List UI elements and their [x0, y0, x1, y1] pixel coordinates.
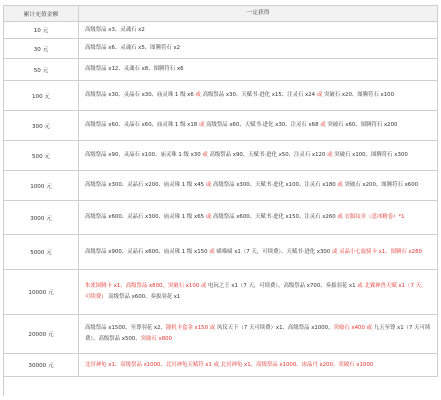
reward-text: 电玩之王 x1（7 天，可续费）、高级祭品 x700、奏拔羽花 x1	[206, 283, 358, 290]
recharge-amount: 30 元	[4, 39, 79, 58]
recharge-amount: 500 元	[4, 141, 79, 170]
reward-text: 高级祭品 x90、灵晶石 x100、庙灵珠 1 级 x30	[85, 152, 203, 159]
reward-text: 高级祭品 x3、灵魂石 x2	[85, 26, 145, 33]
reward-text: 随机卡盒金 x150	[165, 325, 210, 332]
or-separator: 或	[316, 92, 323, 99]
reward-list	[79, 315, 438, 353]
table-row	[4, 201, 438, 235]
reward-text: 北冥神龟 x1、高级祭品 x1000、北冥神龟天赋符 x1	[85, 361, 214, 368]
or-separator: 或	[205, 214, 212, 221]
recharge-amount: 3000 元	[4, 201, 79, 234]
recharge-amount: 10000 元	[4, 270, 79, 314]
recharge-amount: 5000 元	[4, 235, 79, 269]
or-separator: 或	[209, 248, 215, 255]
table-row	[4, 39, 438, 59]
reward-text: 高级祭品 x900、灵晶石 x600、庙灵珠 1 级 x150	[85, 248, 210, 255]
or-separator: 或	[202, 152, 208, 159]
reward-list	[79, 22, 438, 38]
recharge-amount: 50 元	[4, 59, 79, 80]
table-row	[4, 171, 438, 201]
reward-text: 高级祭品 x90、天赋书·进化 x50、注灵石 x120	[207, 152, 328, 159]
reward-text: 高级祭品 x600、奏拔羽花 x1	[106, 294, 181, 300]
or-separator: 或	[195, 92, 201, 99]
reward-text: 高级祭品 x6、灵魂石 x5、图腾符石 x2	[85, 45, 181, 52]
recharge-amount: 100 元	[4, 81, 79, 110]
or-separator: 或	[337, 214, 343, 221]
reward-text: 高级祭品 x30、灵晶石 x30、庙灵珠 1 级 x6	[85, 92, 196, 99]
reward-text: 高级祭品 x1500、至尊羽花 x2、	[85, 325, 166, 332]
or-separator: 或	[209, 325, 216, 332]
reward-text: 高级祭品 x300、天赋书·进化 x100、注灵石 x180	[211, 182, 338, 189]
header-amount: 累计充值金额	[4, 6, 79, 21]
reward-text: 高级祭品 x12、灵魂石 x8、图腾符石 x6	[85, 66, 184, 73]
table-header	[4, 6, 438, 22]
or-separator: 或	[200, 283, 207, 290]
table-row	[4, 22, 438, 39]
reward-text: 突破石 x20、图腾符石 x100	[322, 92, 395, 99]
recharge-amount: 20000 元	[4, 315, 79, 353]
table-row	[4, 111, 438, 141]
header-rewards: 一定获得	[79, 6, 438, 21]
table-row	[4, 235, 438, 270]
or-separator: 或	[337, 182, 343, 189]
or-separator: 或	[198, 122, 205, 129]
recharge-amount: 1000 元	[4, 171, 79, 200]
reward-text: 高级祭品 x60、天赋书·进化 x30、注灵石 x68	[204, 122, 321, 129]
reward-list	[79, 111, 438, 140]
reward-list	[79, 141, 438, 170]
reward-text: 突破石 x60、图腾符石 x200	[325, 122, 398, 129]
recharge-amount: 30000 元	[4, 354, 79, 376]
table-row	[4, 59, 438, 81]
reward-list	[79, 81, 438, 110]
reward-text: 突破石 x800	[140, 336, 172, 342]
reward-text: 北冥神龟 x1、高级祭品 x1000、冰晶丹 x200、突破石 x1000	[219, 361, 374, 368]
or-separator: 或	[332, 248, 338, 255]
or-separator: 或	[205, 182, 212, 189]
recharge-amount: 300 元	[4, 111, 79, 140]
reward-text: 高级祭品 x60、灵晶石 x60、庙灵珠 1 级 x18	[85, 122, 199, 129]
table-row	[4, 315, 438, 354]
reward-list	[79, 59, 438, 80]
reward-text: 喵喵喵 x1（7 天，可续费）、天赋书·进化 x300	[214, 248, 333, 255]
table-row	[4, 270, 438, 315]
reward-text: 突破石 x100、图腾符石 x300	[332, 152, 408, 159]
or-separator: 或	[357, 283, 363, 290]
table-row	[4, 81, 438, 111]
reward-list	[79, 354, 438, 376]
reward-table	[3, 5, 438, 396]
reward-list	[79, 235, 438, 269]
reward-list	[79, 201, 438, 234]
reward-text: 风仪天下（7 天可续费）x1、高级祭品 x1000、	[215, 325, 334, 332]
or-separator: 或	[327, 152, 333, 159]
reward-list	[79, 171, 438, 200]
reward-text: 突破石 x200、图腾符石 x600	[342, 182, 419, 189]
reward-text: 高级祭品 x600、天赋书·进化 x150、注灵石 x260	[211, 214, 338, 221]
reward-list	[79, 270, 438, 314]
table-row	[4, 354, 438, 377]
reward-text: 高级祭品 x600、灵晶石 x300、庙灵珠 1 级 x65	[85, 214, 206, 221]
recharge-amount: 10 元	[4, 22, 79, 38]
or-separator: 或	[213, 361, 220, 368]
table-row	[4, 141, 438, 171]
reward-text: 高级祭品 x300、灵晶石 x200、庙灵珠 1 级 x45	[85, 182, 206, 189]
reward-text: 九五至尊 x1（7 天可续费）、高级祭品 x500、	[85, 325, 431, 342]
reward-text: 朱雀图腾卡 x1、高级祭品 x800、突破石 x100	[85, 283, 201, 290]
reward-text: 北翼神兽天赋 x1（7 天，可续费）	[85, 283, 427, 300]
reward-list	[79, 39, 438, 58]
reward-text: 突破石 x400	[333, 325, 367, 332]
reward-text: 衣服纹章（意冰精卷）*1	[342, 214, 405, 221]
reward-text: 高级祭品 x30、天赋书·进化 x15、注灵石 x24	[200, 92, 317, 99]
or-separator: 或	[366, 325, 373, 332]
or-separator: 或	[320, 122, 326, 129]
reward-text: 灵晶小七旋骑卡 x1、图腾石 x280	[337, 248, 422, 255]
